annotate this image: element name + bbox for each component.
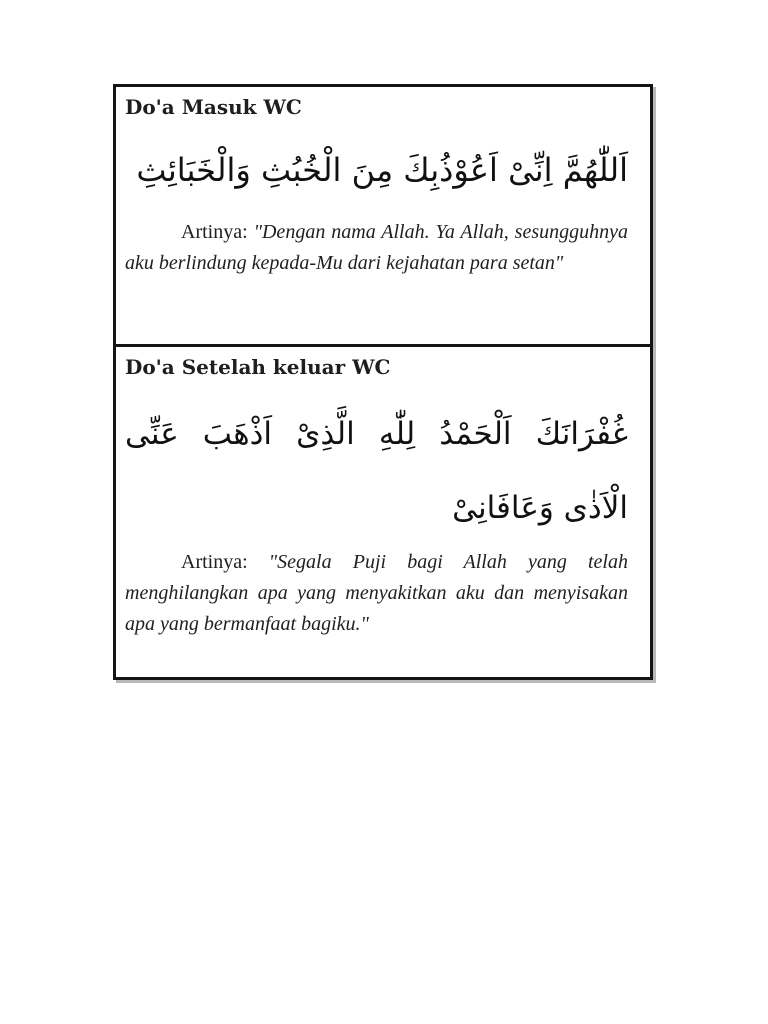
prayer-title: Do'a Masuk WC [125,95,302,119]
translation-text: "Dengan nama Allah. Ya Allah, sesungguhnya aku berlindung kepada-Mu dari kejahatan para setan" [125,221,628,274]
arabic-prayer-text: اَللّٰهُمَّ اِنِّىْ اَعُوْذُبِكَ مِنَ الْخُبُثِ وَالْخَبَائِثِ [136,151,628,189]
translation-text: "Segala Puji bagi Allah yang telah menghilangkan apa yang menyakitkan aku dan menyisakan apa yang bermanfaat bagiku." [125,551,628,635]
translation-label: Artinya: [181,551,269,573]
prayer-translation [125,547,628,640]
translation-label: Artinya: [181,221,254,243]
prayer-title: Do'a Setelah keluar WC [125,355,391,379]
prayer-card-entering-wc [113,84,653,349]
prayer-card-leaving-wc [113,344,653,680]
prayer-translation [125,217,628,279]
arabic-prayer-text: غُفْرَانَكَ اَلْحَمْدُ لِلّٰهِ الَّذِىْ اَذْهَبَ عَنِّى الْاَذٰى وَعَافَانِىْ [125,416,628,526]
